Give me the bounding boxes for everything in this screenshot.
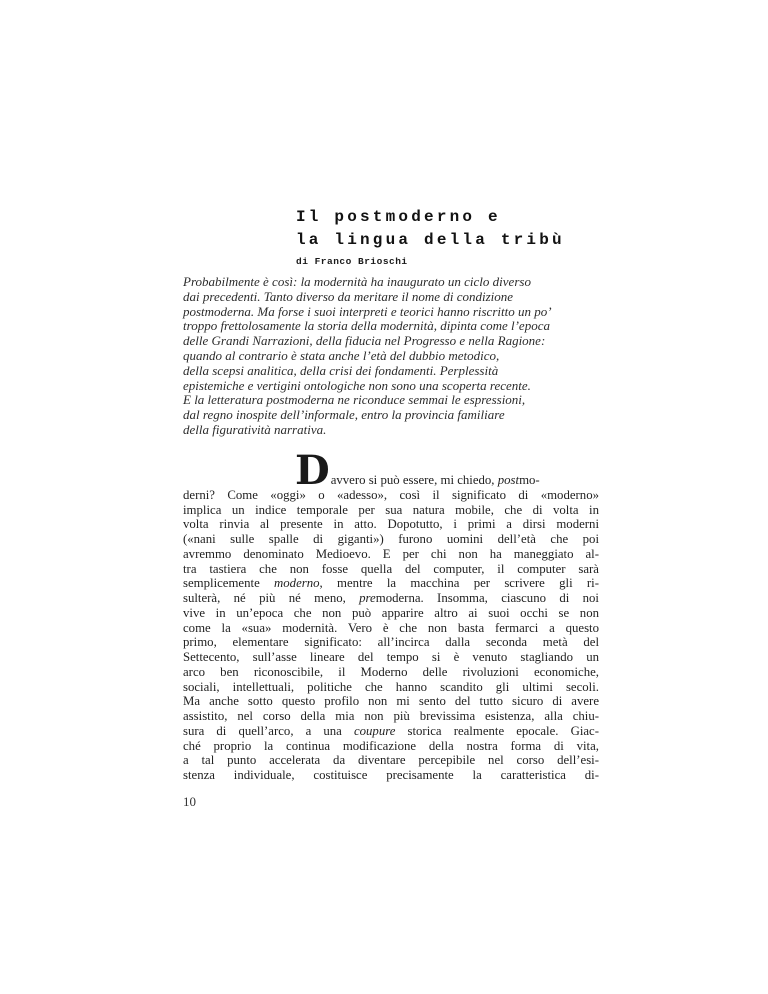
text-line: delle Grandi Narrazioni, della fiducia nel Progresso e nella Ragione: — [183, 333, 546, 349]
text-line: derni? Come «oggi» o «adesso», così il significato di «moderno» — [183, 487, 599, 502]
text-line: quando al contrario è stata anche l’età del dubbio metodico, — [183, 347, 500, 363]
text-line: Probabilmente è così: la modernità ha inaugurato un ciclo diverso — [183, 274, 531, 289]
text-line: vive in un’epoca che non può apparire altro ai suoi occhi se non — [183, 605, 599, 620]
text-line: dal regno inospite dell’informale, entro la provincia familiare — [183, 407, 505, 423]
text-line: semplicemente moderno, mentre la macchina per scrivere gli ri- — [183, 576, 599, 591]
text-line: della scepsi analitica, della crisi dei fondamenti. Perplessità — [183, 362, 499, 378]
body-lines — [183, 488, 599, 783]
text-line: dai precedenti. Tanto diverso da meritare il nome di condizione — [183, 288, 514, 304]
body-first-line — [183, 447, 599, 494]
text-line: stenza individuale, costituisce precisamente la caratteristica di- — [183, 768, 599, 782]
text-line: avremmo denominato Medioevo. E per chi non ha maneggiato al- — [183, 546, 599, 561]
text-line: implica un indice temporale per sua natura mobile, che di volta in — [183, 502, 599, 517]
text-line: epistemiche e vertigini ontologiche non sono una scoperta recente. — [183, 377, 531, 393]
text-line: primo, elementare significato: all’incirca dalla seconda metà del — [183, 635, 599, 650]
text-line: a tal punto accelerata da diventare percepibile nel corso dell’esi- — [183, 753, 599, 768]
author-byline: di Franco Brioschi — [296, 256, 408, 267]
text-line: volta rinvia al presente in atto. Dopotutto, i primi a dirsi moderni — [183, 517, 599, 532]
text-line: E la letteratura postmoderna ne riconduce semmai le espressioni, — [183, 392, 526, 408]
text-line: assistito, nel corso della mia non più brevissima esistenza, alla chiu- — [183, 709, 599, 723]
chapter-title-block — [296, 206, 565, 267]
text-line: della figuratività narrativa. — [183, 421, 327, 437]
text-line: sulterà, né più né meno, premoderna. Insomma, ciascuno di noi — [183, 591, 599, 605]
text-line: arco ben riconoscibile, il Moderno delle rivoluzioni economiche, — [183, 664, 599, 679]
body-first-line-text: avvero si può essere, mi chiedo, postmo- — [330, 473, 540, 487]
text-line: tra tastiera che non fosse quella del computer, il computer sarà — [183, 561, 599, 576]
text-line: Settecento, sull’asse lineare del tempo si è venuto stagliando un — [183, 650, 599, 664]
text-line: come la «sua» modernità. Vero è che non basta fermarci a questo — [183, 620, 599, 635]
text-line: postmoderna. Ma forse i suoi interpreti e teorici hanno riscritto un po’ — [183, 303, 552, 319]
text-line: sociali, intellettuali, politiche che hanno scandito gli ultimi secoli. — [183, 679, 599, 694]
drop-cap: D — [295, 447, 330, 494]
chapter-title-line-2: la lingua della tribù — [296, 231, 565, 249]
intro-paragraph — [183, 275, 615, 438]
body-paragraph — [183, 447, 599, 783]
page-number: 10 — [183, 794, 196, 809]
text-line: Ma anche sotto questo profilo non mi sento del tutto sicuro di avere — [183, 694, 599, 709]
chapter-title-line-1: Il postmoderno e — [296, 208, 501, 226]
text-line: troppo frettolosamente la storia della modernità, dipinta come l’epoca — [183, 318, 550, 334]
text-line: ché proprio la continua modificazione della nostra forma di vita, — [183, 738, 599, 753]
text-line: («nani sulle spalle di giganti») furono uomini dell’età che poi — [183, 532, 599, 546]
text-line: sura di quell’arco, a una coupure storica realmente epocale. Giac- — [183, 723, 599, 738]
